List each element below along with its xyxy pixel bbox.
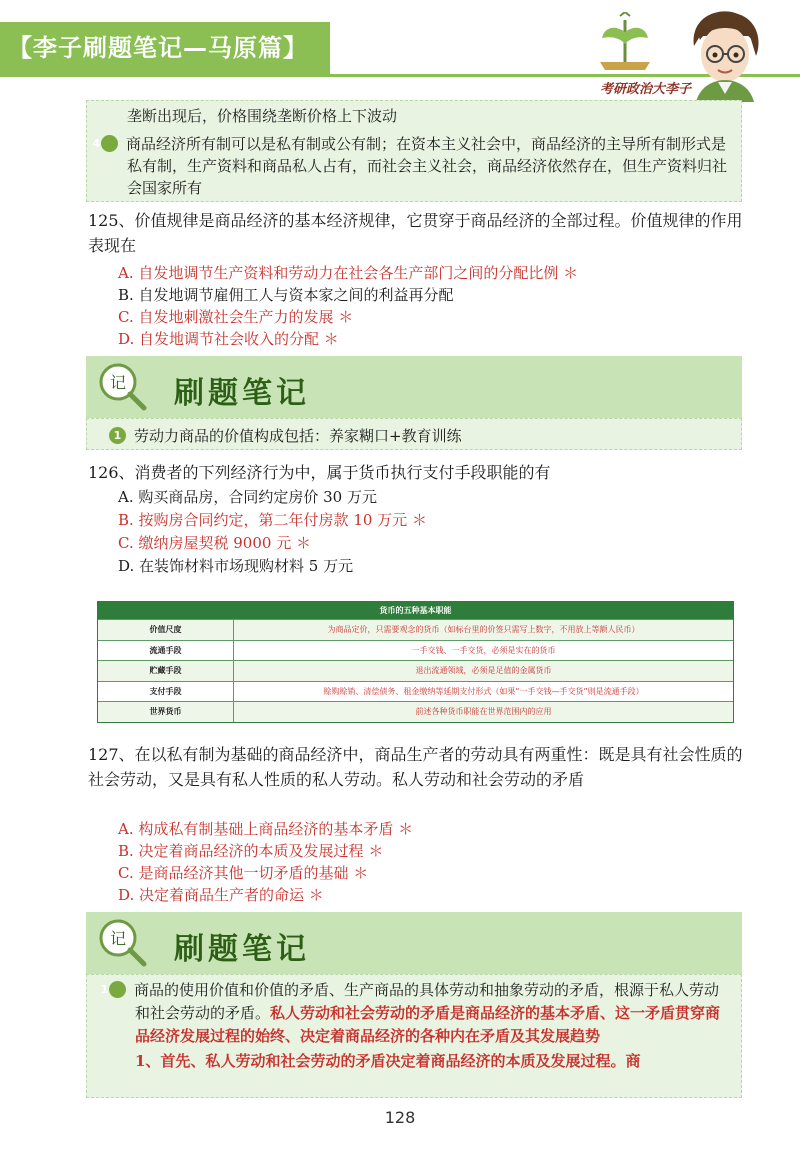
- page-number: 128: [384, 1108, 416, 1127]
- q125-option-d: D. 自发地调节社会收入的分配 ＊: [118, 330, 339, 348]
- note-2-banner: [86, 912, 742, 974]
- table-row: [98, 640, 733, 661]
- money-functions-table: [97, 601, 734, 723]
- note-1-item: [109, 425, 731, 447]
- q125-option-b: B. 自发地调节雇佣工人与资本家之间的利益再分配: [118, 286, 454, 304]
- q126-option-b: B. 按购房合同约定，第二年付房款 10 万元 ＊: [118, 511, 427, 529]
- table-cell-desc: 前述各种货币职能在世界范围内的应用: [415, 707, 552, 716]
- note-2-item: [100, 979, 731, 1048]
- header-title: 【李子刷题笔记—马原篇】: [0, 22, 330, 74]
- q127-option-b: B. 决定着商品经济的本质及发展过程 ＊: [118, 842, 384, 860]
- table-row: [98, 619, 733, 640]
- avatar: [680, 6, 770, 102]
- question-127-stem: 127、在以私有制为基础的商品经济中，商品生产者的劳动具有两重性：既是具有社会性质的社会劳动，又是具有私人性质的私人劳动。私人劳动和社会劳动的矛盾: [88, 745, 743, 789]
- table-cell-desc: 一手交钱、一手交货，必须是实在的货币: [411, 645, 556, 655]
- table-cell-name: 贮藏手段: [98, 661, 234, 681]
- table-cell-name: 支付手段: [98, 682, 234, 702]
- note-2-title: 刷题笔记: [174, 932, 310, 967]
- question-125-stem: 125、价值规律是商品经济的基本经济规律，它贯穿于商品经济的全部过程。价值规律的作用表现在: [88, 211, 743, 255]
- prev-note-box: [86, 100, 742, 202]
- table-row: [98, 660, 733, 681]
- note-1-body: [86, 418, 742, 450]
- q126-option-c: C. 缴纳房屋契税 9000 元 ＊: [118, 534, 311, 552]
- table-cell-desc: 赊购赊销、清偿债务、租金缴纳等延期支付形式（如果“一手交钱—手交货”则是流通手段）: [323, 686, 644, 696]
- prev-note-line: 垄断出现后，价格围绕垄断价格上下波动: [127, 107, 398, 125]
- table-row: [98, 681, 733, 702]
- q127-option-a: A. 构成私有制基础上商品经济的基本矛盾 ＊: [118, 820, 414, 838]
- table-title: 货币的五种基本职能: [98, 602, 733, 619]
- table-row: [98, 701, 733, 722]
- note-1-banner: [86, 356, 742, 418]
- prev-note-item-4: [92, 133, 731, 199]
- note-1-title: 刷题笔记: [174, 376, 310, 411]
- note-1-text: 劳动力商品的价值构成包括：养家糊口+教育训练: [134, 427, 462, 445]
- q127-option-c: C. 是商品经济其他一切矛盾的基础 ＊: [118, 864, 369, 882]
- bullet-4-icon: 4: [101, 135, 118, 152]
- prev-note-item-4-text: 商品经济所有制可以是私有制或公有制；在资本主义社会中，商品经济的主导所有制形式是私有制，生产资料和商品私人占有，而社会主义社会，商品经济依然存在，但生产资料归社会国家所有: [126, 135, 728, 197]
- tree-logo-icon: [590, 12, 660, 74]
- note-magnifier-icon: [96, 360, 148, 412]
- table-cell-name: 世界货币: [98, 702, 234, 722]
- q125-option-a: A. 自发地调节生产资料和劳动力在社会各生产部门之间的分配比例 ＊: [118, 264, 579, 282]
- q126-option-a: A. 购买商品房，合同约定房价 30 万元: [118, 488, 377, 506]
- svg-text:记: 记: [109, 373, 127, 392]
- q125-option-c: C. 自发地刺激社会生产力的发展 ＊: [118, 308, 354, 326]
- q127-option-d: D. 决定着商品生产者的命运 ＊: [118, 886, 324, 904]
- table-cell-name: 价值尺度: [98, 620, 234, 640]
- question-126-stem: 126、消费者的下列经济行为中，属于货币执行支付手段职能的有: [88, 463, 551, 482]
- table-cell-name: 流通手段: [98, 641, 234, 661]
- note-2-body: [86, 974, 742, 1098]
- note-2-last-line: 1、首先、私人劳动和社会劳动的矛盾决定着商品经济的本质及发展过程。商: [135, 1052, 641, 1070]
- note-magnifier-icon: [96, 916, 148, 968]
- brand-text: 考研政治大李子: [600, 82, 692, 97]
- note-2-text-bold: 私人劳动和社会劳动的矛盾是商品经济的基本矛盾、这一矛盾贯穿商品经济发展过程的始终、决定着商品经济的各种内在矛盾及其发展趋势: [135, 1004, 721, 1045]
- q126-option-d: D. 在装饰材料市场现购材料 5 万元: [118, 557, 354, 575]
- bullet-1-icon: 1: [109, 981, 126, 998]
- table-cell-desc: 为商品定价，只需要观念的货币（如标台里的价签只需写上数字，不用放上等额人民币）: [327, 625, 640, 634]
- table-cell-desc: 退出流通领域，必须是足值的金属货币: [415, 666, 552, 675]
- table-rows: [98, 619, 733, 722]
- bullet-1-icon: 1: [109, 427, 126, 444]
- svg-text:记: 记: [109, 929, 127, 948]
- note-2-text-plain: 商品的使用价值和价值的矛盾、生产商品的具体劳动和抽象劳动的矛盾，根源于私人劳动和社会劳动的矛盾。: [134, 981, 720, 1022]
